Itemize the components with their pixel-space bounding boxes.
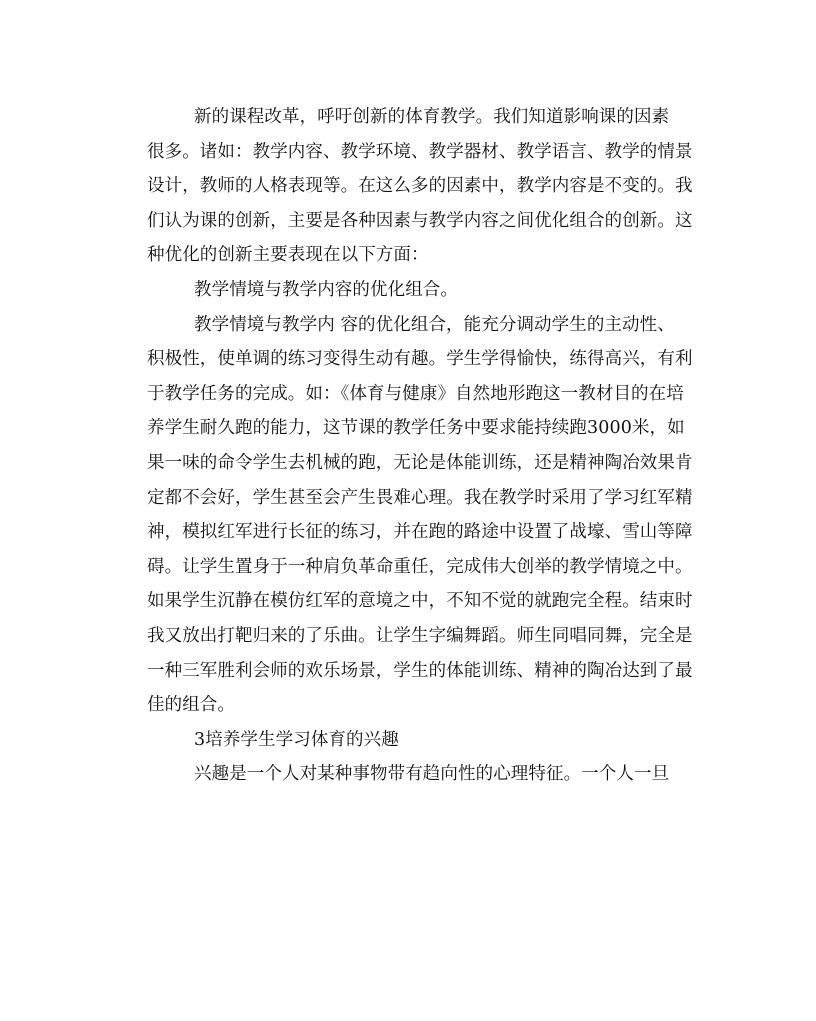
text-line: 果一味的命令学生去机械的跑，无论是体能训练，还是精神陶冶效果肯 <box>147 452 693 473</box>
section-heading: 3培养学生学习体育的兴趣 <box>194 729 399 750</box>
text-line: 兴趣是一个人对某种事物带有趋向性的心理特征。一个人一旦 <box>194 764 670 785</box>
text-line: 们认为课的创新，主要是各种因素与教学内容之间优化组合的创新。这 <box>147 210 693 231</box>
text-line: 一种三军胜利会师的欢乐场景，学生的体能训练、精神的陶冶达到了最 <box>147 660 693 681</box>
text-line: 于教学任务的完成。如：《体育与健康》自然地形跑这一教材目的在培 <box>147 383 684 404</box>
text-line: 新的课程改革，呼吁创新的体育教学。我们知道影响课的因素 <box>194 107 670 127</box>
text-line: 很多。诸如：教学内容、教学环境、教学器材、教学语言、教学的情景 <box>147 141 693 162</box>
text-line: 我又放出打靶归来的了乐曲。让学生字编舞蹈。师生同唱同舞，完全是 <box>147 625 693 646</box>
text-line: 积极性，使单调的练习变得生动有趣。学生学得愉快，练得高兴，有利 <box>147 349 693 370</box>
text-line: 如果学生沉静在模仿红军的意境之中，不知不觉的就跑完全程。结束时 <box>147 591 693 612</box>
text-line: 教学情境与教学内 容的优化组合，能充分调动学生的主动性、 <box>194 314 675 335</box>
text-line: 佳的组合。 <box>147 695 235 716</box>
text-line: 定都不会好，学生甚至会产生畏难心理。我在教学时采用了学习红军精 <box>147 487 693 508</box>
text-line: 碍。让学生置身于一种肩负革命重任，完成伟大创举的教学情境之中。 <box>147 556 693 577</box>
text-line: 设计，教师的人格表现等。在这么多的因素中，教学内容是不变的。我 <box>147 176 693 197</box>
text-line: 神，模拟红军进行长征的练习，并在跑的路途中设置了战壕、雪山等障 <box>147 522 693 543</box>
text-line: 养学生耐久跑的能力，这节课的教学任务中要求能持续跑3000米，如 <box>147 418 685 439</box>
body-text <box>147 100 707 792</box>
section-heading: 教学情境与教学内容的优化组合。 <box>194 279 458 300</box>
text-line: 种优化的创新主要表现在以下方面： <box>147 245 429 266</box>
